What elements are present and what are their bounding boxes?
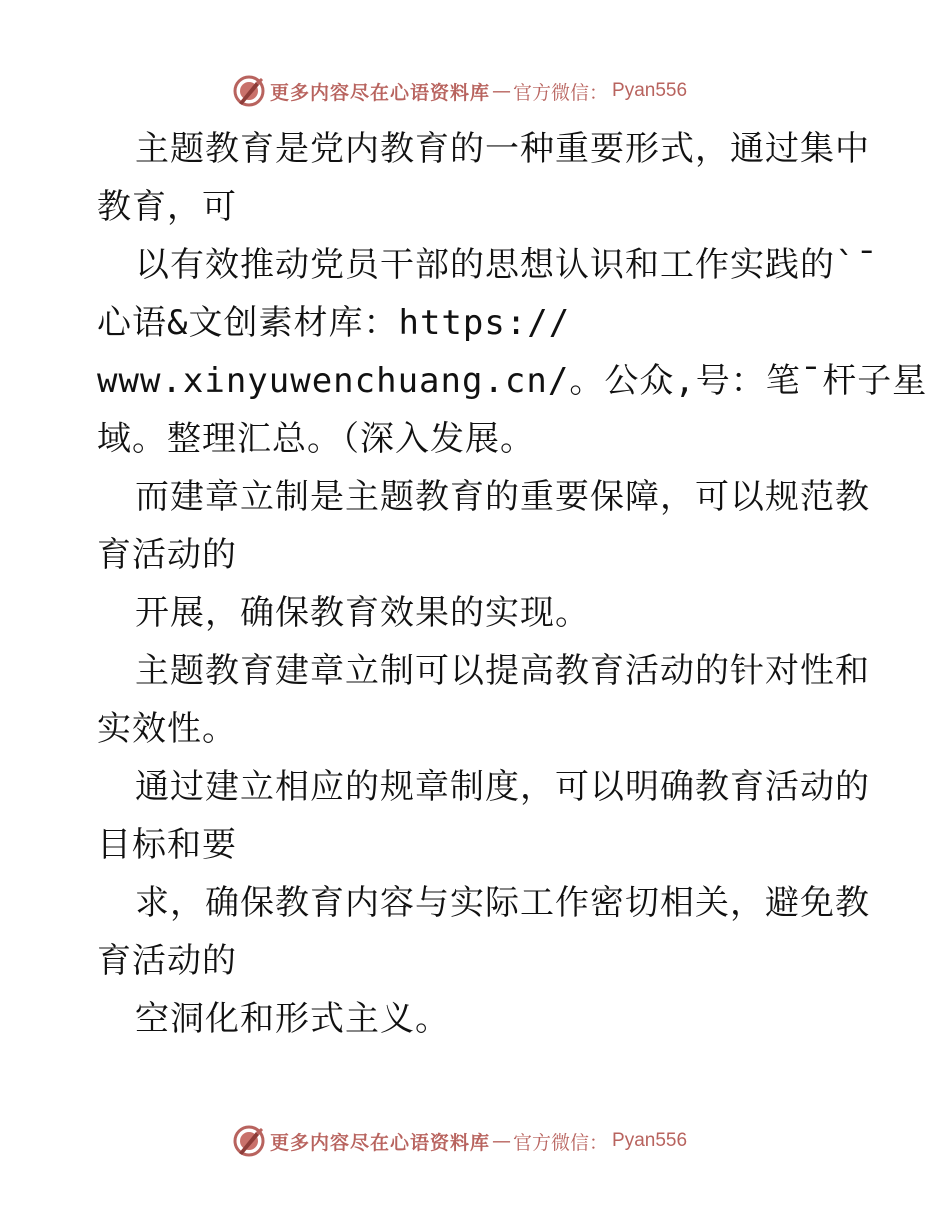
footer-separator: —: [492, 1130, 512, 1152]
header-separator: —: [492, 80, 512, 102]
text-line: 目标和要: [97, 825, 237, 865]
text-line: 而建章立制是主题教育的重要保障，可以规范教: [135, 477, 870, 517]
text-line: 教育，可: [97, 187, 237, 227]
text-line: 心语&文创素材库：https://: [97, 303, 571, 343]
text-line: 以有效推动党员干部的思想认识和工作实践的`¯: [135, 245, 878, 285]
text-line: 实效性。: [97, 709, 237, 749]
header-banner: [232, 74, 687, 108]
text-line: 主题教育建章立制可以提高教育活动的针对性和: [135, 651, 870, 691]
footer-wechat-label: 官方微信：: [513, 1131, 609, 1154]
text-line: 开展，确保教育效果的实现。: [135, 593, 590, 633]
text-line: 通过建立相应的规章制度，可以明确教育活动的: [135, 767, 870, 807]
text-line: www.xinyuwenchuang.cn/。公众,号：笔¯杆子星: [97, 361, 928, 401]
text-line: 育活动的: [97, 535, 237, 575]
pen-logo-icon: [232, 1124, 266, 1158]
footer-brand-text: 更多内容尽在心语资料库: [270, 1131, 491, 1154]
body-text: [97, 120, 928, 1048]
header-brand-text: 更多内容尽在心语资料库: [270, 81, 491, 104]
footer-wechat-id: Pyan556: [612, 1130, 688, 1151]
text-line: 域。整理汇总。（深入发展。: [97, 419, 535, 459]
header-wechat-label: 官方微信：: [513, 81, 609, 104]
text-line: 求，确保教育内容与实际工作密切相关，避免教: [135, 883, 870, 923]
header-wechat-id: Pyan556: [612, 80, 688, 101]
text-line: 空洞化和形式主义。: [135, 999, 450, 1039]
footer-banner: [232, 1124, 687, 1158]
pen-logo-icon: [232, 74, 266, 108]
text-line: 主题教育是党内教育的一种重要形式，通过集中: [135, 129, 870, 169]
text-line: 育活动的: [97, 941, 237, 981]
